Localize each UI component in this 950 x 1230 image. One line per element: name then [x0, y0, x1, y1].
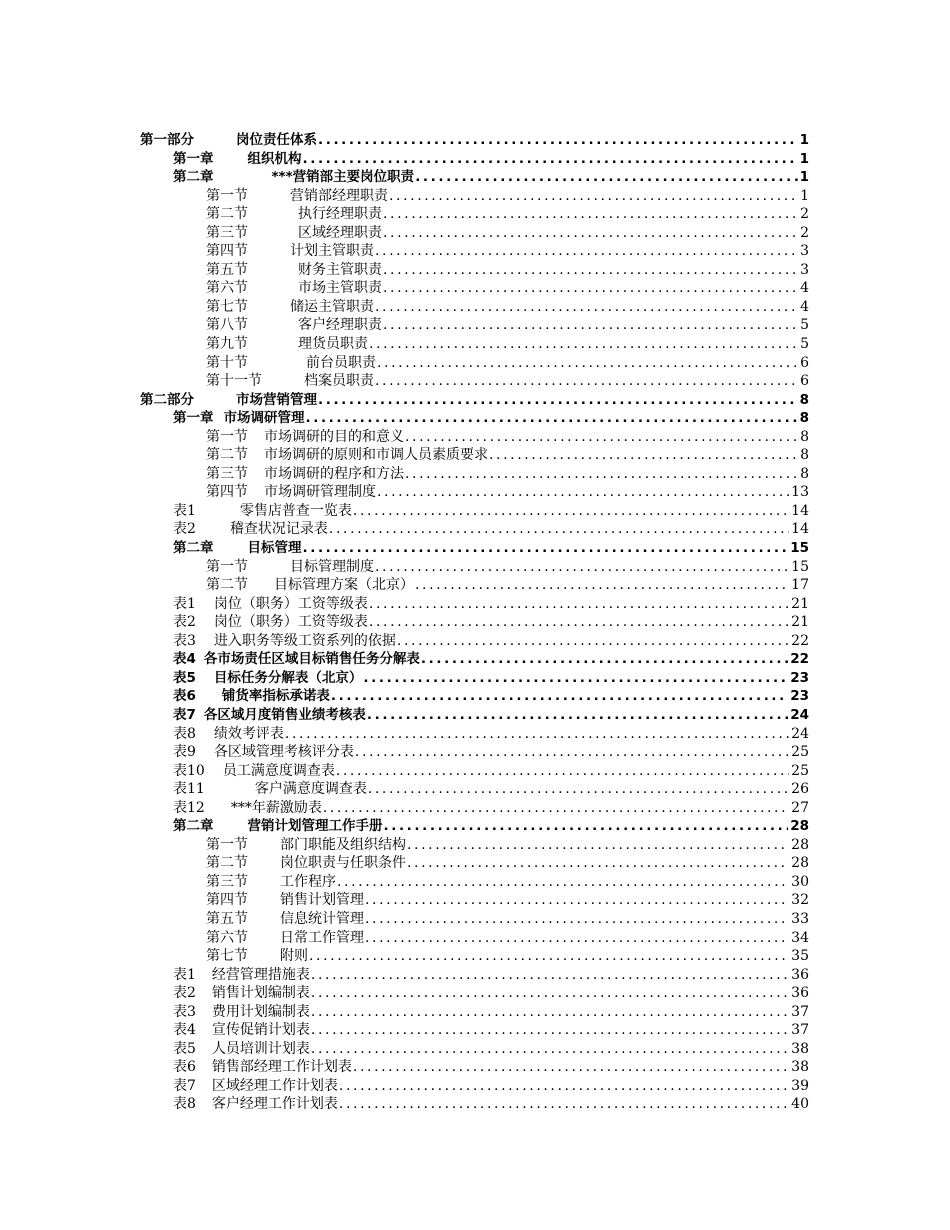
toc-entry[interactable]	[0, 613, 809, 632]
toc-entry[interactable]	[0, 650, 809, 669]
toc-entry-title: 岗位（职务）工资等级表	[213, 614, 368, 631]
toc-entry-number: 第六节	[206, 929, 248, 946]
toc-entry[interactable]	[0, 743, 809, 762]
dot-leader	[285, 725, 789, 743]
toc-entry-title: 档案员职责	[304, 373, 374, 390]
dot-leader	[415, 576, 789, 594]
toc-entry-title: ***年薪激励表	[230, 799, 322, 816]
dot-leader	[384, 817, 789, 835]
toc-entry-number: 第九节	[206, 336, 248, 353]
toc-entry[interactable]	[0, 706, 809, 725]
toc-entry-page-number: 23	[790, 688, 809, 705]
toc-entry-title: 客户经理职责	[298, 317, 382, 334]
dot-leader	[407, 836, 789, 854]
toc-entry-title: 附则	[280, 948, 308, 965]
toc-entry-page-number: 24	[790, 706, 809, 723]
toc-entry-page-number: 38	[791, 1040, 809, 1057]
toc-entry-number: 第四节	[206, 484, 248, 501]
toc-entry[interactable]	[0, 261, 809, 280]
toc-entry-number: 表5	[173, 1040, 196, 1057]
dot-leader	[311, 966, 789, 984]
toc-entry-page-number: 22	[790, 651, 809, 668]
dot-leader	[368, 780, 789, 798]
toc-entry-number: 表4	[173, 1022, 196, 1039]
dot-leader	[337, 873, 789, 891]
dot-leader	[318, 391, 798, 409]
toc-entry-title: 目标管理制度	[290, 558, 374, 575]
toc-entry-number: 第三节	[206, 224, 248, 241]
dot-leader	[367, 706, 788, 724]
toc-entry-page-number: 8	[799, 391, 809, 408]
toc-entry-title: 客户满意度调查表	[254, 781, 367, 798]
dot-leader	[303, 539, 789, 557]
toc-entry-title: 储运主管职责	[290, 298, 374, 315]
toc-entry-page-number: 5	[800, 336, 809, 353]
toc-entry-page-number: 6	[800, 373, 809, 390]
toc-entry[interactable]	[0, 762, 809, 781]
dot-leader	[415, 168, 797, 186]
toc-entry[interactable]	[0, 799, 809, 818]
toc-entry-title: 岗位职责与任职条件	[280, 855, 406, 872]
toc-entry-title: 销售计划管理	[280, 892, 364, 909]
toc-entry-number: 第三节	[206, 465, 248, 482]
toc-entry-title: 岗位责任体系	[236, 132, 317, 148]
toc-entry-page-number: 21	[791, 614, 809, 631]
toc-entry-page-number: 4	[800, 298, 809, 315]
toc-entry-title: 目标管理	[247, 540, 302, 557]
dot-leader	[383, 224, 798, 242]
toc-entry-number: 第四节	[206, 243, 248, 260]
toc-entry-page-number: 36	[791, 985, 809, 1002]
toc-entry-title: 日常工作管理	[280, 929, 364, 946]
toc-entry-number: 表8	[173, 725, 196, 742]
toc-entry[interactable]	[0, 335, 809, 354]
dot-leader	[311, 1040, 789, 1058]
toc-entry[interactable]	[0, 1077, 809, 1096]
toc-entry-number: 第二节	[206, 447, 248, 464]
toc-entry-number: 第二章	[173, 540, 214, 557]
toc-entry-page-number: 3	[800, 243, 809, 260]
toc-entry-title: 市场营销管理	[236, 391, 317, 408]
toc-entry[interactable]	[0, 372, 809, 391]
toc-entry-number: 表7	[173, 706, 196, 723]
toc-entry-page-number: 39	[791, 1077, 809, 1094]
toc-entry-page-number: 36	[791, 966, 809, 983]
toc-entry-number: 第二节	[206, 855, 248, 872]
toc-entry-page-number: 30	[791, 873, 809, 890]
toc-entry-number: 表1	[173, 502, 196, 519]
dot-leader	[353, 502, 789, 520]
toc-entry-number: 表4	[173, 651, 196, 668]
toc-entry[interactable]	[0, 391, 809, 410]
toc-entry-page-number: 1	[799, 132, 809, 148]
dot-leader	[383, 205, 798, 223]
toc-entry[interactable]	[0, 539, 809, 558]
dot-leader	[405, 465, 798, 483]
toc-entry-title: 计划主管职责	[290, 243, 374, 260]
toc-entry-title: 信息统计管理	[280, 910, 364, 927]
toc-entry[interactable]	[0, 558, 809, 577]
toc-entry[interactable]	[0, 483, 809, 502]
table-of-contents	[0, 131, 950, 1114]
dot-leader	[389, 187, 798, 205]
toc-entry[interactable]	[0, 224, 809, 243]
toc-entry-number: 表1	[173, 966, 196, 983]
toc-entry-title: 客户经理工作计划表	[211, 1096, 338, 1113]
toc-entry-title: 市场主管职责	[298, 280, 382, 297]
toc-entry-page-number: 8	[800, 428, 809, 445]
toc-entry-number: 第二节	[206, 206, 248, 223]
toc-entry-number: 第六节	[206, 280, 248, 297]
toc-entry-page-number: 34	[791, 929, 809, 946]
toc-entry-number: 表2	[173, 985, 196, 1002]
toc-entry-number: 第一章	[173, 410, 214, 427]
toc-entry-number: 第四节	[206, 892, 248, 909]
dot-leader	[369, 335, 798, 353]
dot-leader	[365, 891, 789, 909]
dot-leader	[375, 558, 789, 576]
dot-leader	[311, 1003, 789, 1021]
toc-entry[interactable]	[0, 131, 809, 150]
toc-entry[interactable]	[0, 446, 809, 465]
toc-entry-title: 岗位（职务）工资等级表	[213, 595, 368, 612]
toc-entry-title: 各区域月度销售业绩考核表	[203, 706, 366, 723]
toc-entry-title: 宣传促销计划表	[211, 1022, 310, 1039]
toc-entry[interactable]	[0, 1003, 809, 1022]
toc-entry[interactable]	[0, 966, 809, 985]
dot-leader	[309, 947, 789, 965]
toc-entry-title: 绩效考评表	[213, 725, 284, 742]
toc-entry-title: 各区域管理考核评分表	[213, 744, 354, 761]
toc-entry-number: 第三节	[206, 873, 248, 890]
toc-entry[interactable]	[0, 632, 809, 651]
toc-entry-title: 费用计划编制表	[211, 1003, 310, 1020]
toc-entry-number: 第八节	[206, 317, 248, 334]
toc-entry-number: 第五节	[206, 910, 248, 927]
toc-entry[interactable]	[0, 891, 809, 910]
toc-entry-title: 工作程序	[280, 873, 336, 890]
toc-entry[interactable]	[0, 316, 809, 335]
toc-entry-page-number: 13	[791, 484, 809, 501]
dot-leader	[407, 854, 789, 872]
toc-entry-page-number: 32	[791, 892, 809, 909]
toc-entry-page-number: 5	[800, 317, 809, 334]
toc-entry[interactable]	[0, 1021, 809, 1040]
toc-entry-number: 表10	[173, 762, 205, 779]
toc-entry-number: 表6	[173, 688, 196, 705]
toc-entry-number: 第一章	[173, 150, 214, 167]
toc-entry[interactable]	[0, 929, 809, 948]
toc-entry-page-number: 2	[800, 224, 809, 241]
toc-entry[interactable]	[0, 669, 809, 688]
toc-entry-title: 区域经理职责	[298, 224, 382, 241]
dot-leader	[331, 687, 788, 705]
dot-leader	[303, 150, 798, 168]
toc-entry-number: 表1	[173, 595, 196, 612]
toc-entry-page-number: 14	[791, 521, 809, 538]
toc-entry-page-number: 17	[791, 577, 809, 594]
toc-entry-number: 第一节	[206, 836, 248, 853]
toc-entry-title: 销售计划编制表	[211, 985, 310, 1002]
toc-entry-title: 销售部经理工作计划表	[211, 1059, 352, 1076]
dot-leader	[377, 483, 789, 501]
toc-entry[interactable]	[0, 465, 809, 484]
toc-entry-number: 第二章	[173, 169, 214, 186]
toc-entry-page-number: 28	[790, 818, 809, 835]
toc-entry-title: 员工满意度调查表	[222, 762, 335, 779]
toc-entry-title: 目标任务分解表（北京）	[213, 669, 363, 686]
dot-leader	[369, 595, 789, 613]
toc-entry-title: 目标管理方案（北京）	[274, 577, 414, 594]
toc-entry-page-number: 37	[791, 1003, 809, 1020]
dot-leader	[363, 669, 788, 687]
toc-entry-number: 第一节	[206, 187, 248, 204]
toc-entry-number: 第二部分	[140, 391, 194, 408]
toc-entry-number: 表2	[173, 614, 196, 631]
dot-leader	[336, 762, 789, 780]
dot-leader	[355, 743, 789, 761]
toc-entry[interactable]	[0, 984, 809, 1003]
dot-leader	[365, 910, 789, 928]
toc-entry-number: 表2	[173, 521, 196, 538]
dot-leader	[383, 279, 798, 297]
toc-entry[interactable]	[0, 873, 809, 892]
toc-entry[interactable]	[0, 854, 809, 873]
dot-leader	[375, 298, 798, 316]
toc-entry[interactable]	[0, 168, 809, 187]
toc-entry-page-number: 26	[791, 781, 809, 798]
dot-leader	[339, 1095, 789, 1113]
toc-entry-title: 前台员职责	[306, 354, 376, 371]
dot-leader	[329, 520, 789, 538]
toc-entry-number: 第七节	[206, 948, 248, 965]
toc-entry-page-number: 4	[800, 280, 809, 297]
toc-entry-number: 表5	[173, 669, 196, 686]
toc-entry-title: 市场调研管理制度	[264, 484, 376, 501]
dot-leader	[405, 428, 798, 446]
toc-entry-number: 第五节	[206, 261, 248, 278]
toc-entry-title: 区域经理工作计划表	[211, 1077, 338, 1094]
dot-leader	[339, 1077, 789, 1095]
toc-entry-title: 营销计划管理工作手册	[247, 818, 383, 835]
toc-entry-title: 市场调研的目的和意义	[264, 428, 404, 445]
toc-entry-page-number: 27	[791, 799, 809, 816]
dot-leader	[397, 632, 789, 650]
toc-entry[interactable]	[0, 502, 809, 521]
toc-entry-page-number: 23	[790, 669, 809, 686]
dot-leader	[489, 446, 798, 464]
toc-entry[interactable]	[0, 242, 809, 261]
toc-entry-number: 表8	[173, 1096, 196, 1113]
toc-entry-title: 人员培训计划表	[211, 1040, 310, 1057]
toc-entry-number: 第十一节	[206, 373, 262, 390]
toc-entry[interactable]	[0, 687, 809, 706]
toc-entry-title: 市场调研管理	[223, 410, 305, 427]
toc-entry-title: 部门职能及组织结构	[280, 836, 406, 853]
dot-leader	[377, 354, 798, 372]
dot-leader	[318, 131, 798, 149]
toc-entry-page-number: 8	[800, 465, 809, 482]
toc-entry[interactable]	[0, 1095, 809, 1114]
dot-leader	[383, 316, 798, 334]
toc-entry[interactable]	[0, 780, 809, 799]
toc-entry-number: 表12	[173, 799, 205, 816]
toc-entry-title: 稽查状况记录表	[229, 521, 328, 538]
toc-entry-title: 营销部经理职责	[290, 187, 388, 204]
dot-leader	[311, 984, 789, 1002]
toc-entry-number: 表9	[173, 744, 196, 761]
toc-entry-page-number: 14	[791, 502, 809, 519]
toc-entry[interactable]	[0, 595, 809, 614]
toc-entry[interactable]	[0, 354, 809, 373]
toc-entry-number: 表3	[173, 632, 196, 649]
dot-leader	[375, 372, 798, 390]
toc-entry[interactable]	[0, 725, 809, 744]
toc-entry-number: 表3	[173, 1003, 196, 1020]
toc-entry[interactable]	[0, 279, 809, 298]
toc-entry-page-number: 3	[800, 261, 809, 278]
toc-entry[interactable]	[0, 409, 809, 428]
dot-leader	[383, 261, 798, 279]
toc-entry[interactable]	[0, 836, 809, 855]
toc-entry-page-number: 1	[800, 187, 809, 204]
toc-entry-number: 第二节	[206, 577, 248, 594]
toc-entry-title: 组织机构	[247, 150, 302, 167]
toc-entry[interactable]	[0, 576, 809, 595]
toc-entry-page-number: 2	[800, 206, 809, 223]
toc-entry[interactable]	[0, 520, 809, 539]
toc-entry-page-number: 6	[800, 354, 809, 371]
toc-entry-page-number: 22	[791, 632, 809, 649]
toc-entry-title: 零售店普查一览表	[239, 502, 352, 519]
toc-entry-number: 表7	[173, 1077, 196, 1094]
dot-leader	[306, 409, 798, 427]
toc-entry[interactable]	[0, 187, 809, 206]
toc-entry-title: 市场调研的程序和方法	[264, 465, 404, 482]
toc-entry[interactable]	[0, 205, 809, 224]
toc-entry-page-number: 40	[791, 1096, 809, 1113]
toc-entry-page-number: 15	[791, 558, 809, 575]
dot-leader	[369, 613, 789, 631]
toc-entry-page-number: 24	[791, 725, 809, 742]
toc-entry-page-number: 35	[791, 948, 809, 965]
toc-entry[interactable]	[0, 428, 809, 447]
toc-entry-number: 第十节	[206, 354, 248, 371]
dot-leader	[365, 929, 789, 947]
toc-entry-page-number: 28	[791, 855, 809, 872]
toc-entry[interactable]	[0, 1058, 809, 1077]
toc-entry-number: 表11	[173, 781, 205, 798]
toc-entry-title: 铺货率指标承诺表	[221, 688, 330, 705]
toc-entry-page-number: 37	[791, 1022, 809, 1039]
toc-entry[interactable]	[0, 910, 809, 929]
toc-entry-page-number: 25	[791, 762, 809, 779]
toc-entry-number: 第一节	[206, 428, 248, 445]
dot-leader	[421, 650, 788, 668]
toc-entry-title: ***营销部主要岗位职责	[271, 169, 415, 186]
toc-entry-title: 各市场责任区域目标销售任务分解表	[203, 651, 420, 668]
toc-entry-title: 经营管理措施表	[211, 966, 310, 983]
toc-entry[interactable]	[0, 298, 809, 317]
toc-entry-page-number: 38	[791, 1059, 809, 1076]
toc-entry-page-number: 33	[791, 910, 809, 927]
toc-entry[interactable]	[0, 947, 809, 966]
toc-entry-number: 第七节	[206, 298, 248, 315]
toc-entry-title: 理货员职责	[298, 336, 368, 353]
toc-entry-page-number: 1	[799, 150, 809, 167]
toc-entry-title: 财务主管职责	[298, 261, 382, 278]
toc-entry-number: 第二章	[173, 818, 214, 835]
toc-entry-number: 第一节	[206, 558, 248, 575]
toc-entry-title: 进入职务等级工资系列的依据	[213, 632, 396, 649]
toc-entry-page-number: 25	[791, 744, 809, 761]
toc-entry-page-number: 15	[790, 540, 809, 557]
toc-entry[interactable]	[0, 817, 809, 836]
dot-leader	[323, 799, 789, 817]
toc-entry[interactable]	[0, 1040, 809, 1059]
toc-entry-title: 市场调研的原则和市调人员素质要求	[264, 447, 488, 464]
toc-entry-page-number: 21	[791, 595, 809, 612]
toc-entry-title: 执行经理职责	[298, 206, 382, 223]
dot-leader	[375, 242, 798, 260]
toc-entry-page-number: 8	[799, 410, 809, 427]
dot-leader	[311, 1021, 789, 1039]
toc-entry-page-number: 8	[800, 447, 809, 464]
dot-leader	[353, 1058, 789, 1076]
toc-entry-page-number: 1	[799, 169, 809, 186]
toc-entry-page-number: 28	[791, 836, 809, 853]
toc-entry-number: 表6	[173, 1059, 196, 1076]
toc-entry-number: 第一部分	[140, 132, 194, 148]
toc-entry[interactable]	[0, 150, 809, 169]
